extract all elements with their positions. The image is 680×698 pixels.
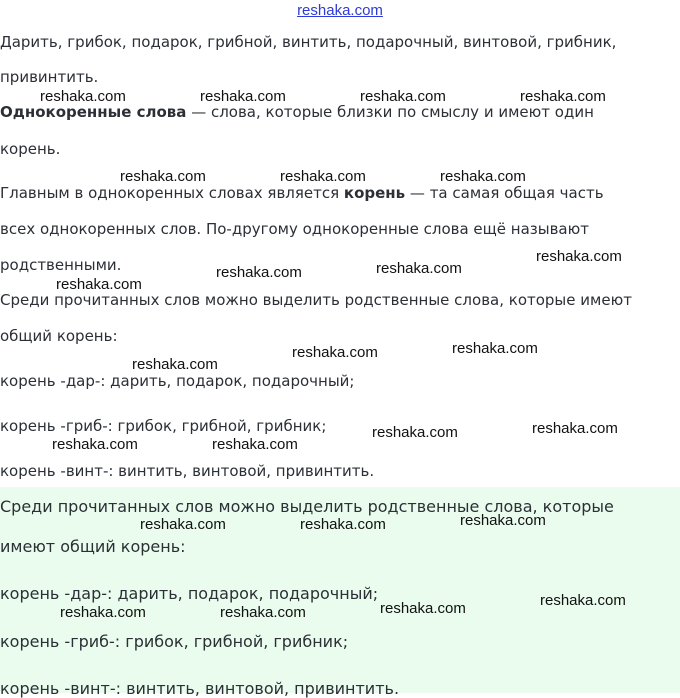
main-root-after: — та самая общая часть <box>405 184 604 202</box>
text-line: родственными. <box>0 256 122 274</box>
watermark: reshaka.com <box>460 512 546 529</box>
definition-line <box>0 103 594 121</box>
watermark: reshaka.com <box>280 168 366 185</box>
main-root-before: Главным в однокоренных словах является <box>0 184 344 202</box>
watermark: reshaka.com <box>532 420 618 437</box>
text-line: корень. <box>0 140 61 158</box>
watermark: reshaka.com <box>520 88 606 105</box>
watermark: reshaka.com <box>292 344 378 361</box>
watermark: reshaka.com <box>200 88 286 105</box>
definition-term: Однокоренные слова <box>0 103 187 121</box>
text-line: всех однокоренных слов. По-другому однокоренные слова ещё называют <box>0 220 589 238</box>
text-line: привинтить. <box>0 68 99 86</box>
watermark: reshaka.com <box>360 88 446 105</box>
main-root-bold: корень <box>343 184 406 202</box>
watermark: reshaka.com <box>56 276 142 293</box>
watermark: reshaka.com <box>452 340 538 357</box>
root-line: корень -дар-: дарить, подарок, подарочный; <box>0 372 355 390</box>
watermark: reshaka.com <box>132 356 218 373</box>
main-root-line <box>0 184 604 202</box>
watermark: reshaka.com <box>372 424 458 441</box>
watermark: reshaka.com <box>120 168 206 185</box>
answer-line: корень -дар-: дарить, подарок, подарочный; <box>0 584 379 603</box>
watermark: reshaka.com <box>440 168 526 185</box>
watermark: reshaka.com <box>140 516 226 533</box>
definition-rest: — слова, которые близки по смыслу и имеют один <box>186 103 594 121</box>
text-line: общий корень: <box>0 327 118 345</box>
watermark: reshaka.com <box>540 592 626 609</box>
watermark: reshaka.com <box>212 436 298 453</box>
answer-line: корень -винт-: винтить, винтовой, привинтить. <box>0 679 400 698</box>
watermark: reshaka.com <box>376 260 462 277</box>
watermark: reshaka.com <box>60 604 146 621</box>
watermark: reshaka.com <box>380 600 466 617</box>
answer-line: Среди прочитанных слов можно выделить родственные слова, которые <box>0 497 614 516</box>
watermark: reshaka.com <box>220 604 306 621</box>
root-line: корень -гриб-: грибок, грибной, грибник; <box>0 417 327 435</box>
answer-line: корень -гриб-: грибок, грибной, грибник; <box>0 632 349 651</box>
answer-line: имеют общий корень: <box>0 537 186 556</box>
watermark: reshaka.com <box>40 88 126 105</box>
watermark: reshaka.com <box>52 436 138 453</box>
watermark: reshaka.com <box>216 264 302 281</box>
text-line: Дарить, грибок, подарок, грибной, винтить, подарочный, винтовой, грибник, <box>0 33 617 51</box>
site-link[interactable]: reshaka.com <box>297 2 383 19</box>
text-line: Среди прочитанных слов можно выделить родственные слова, которые имеют <box>0 291 632 309</box>
root-line: корень -винт-: винтить, винтовой, привинтить. <box>0 462 375 480</box>
watermark: reshaka.com <box>300 516 386 533</box>
watermark: reshaka.com <box>536 248 622 265</box>
